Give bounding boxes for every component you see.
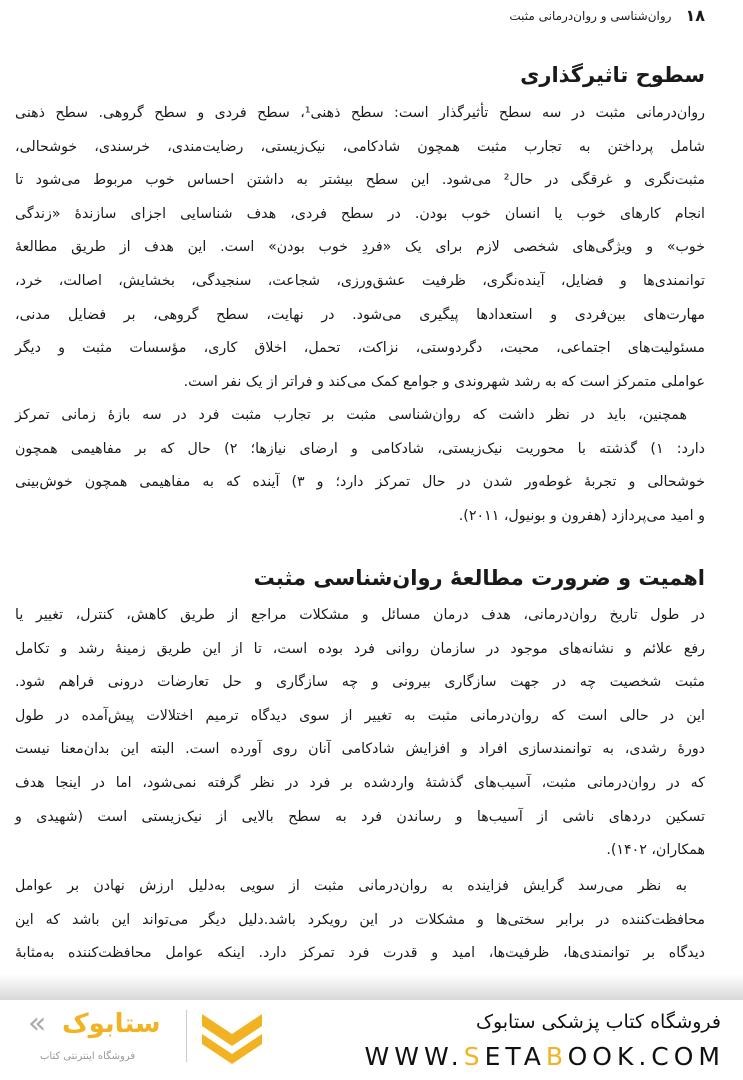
paragraph-line: عواملی متمرکز است که به رشد شهروندی و جوامع کمک می‌کند و فراتر از یک نفر است. xyxy=(183,373,705,390)
section-heading: اهمیت و ضرورت مطالعهٔ روان‌شناسی مثبت xyxy=(253,566,705,590)
page-number: ۱۸ xyxy=(685,6,705,25)
paragraph-line: همچنین، باید در نظر داشت که روان‌شناسی مثبت بر تجارب مثبت فرد در سه بازهٔ زمانی تمرکز xyxy=(15,407,687,423)
paragraph-line: که در روان‌درمانی مثبت، آسیب‌های گذشتهٔ واردشده بر فرد در نظر گرفته نمی‌شود، اما در اینجا هدف xyxy=(15,775,705,791)
paragraph-line: مثبت‌نگری و غرقگی در حال² می‌شود. این سطح بیشتر به داشتن احساس خوب مربوط می‌شود تا xyxy=(15,172,705,189)
shop-url[interactable]: WWW.SETABOOK.COM xyxy=(364,1042,725,1071)
shop-name: فروشگاه کتاب پزشکی ستابوک xyxy=(475,1011,721,1033)
paragraph-line: شامل پرداختن به تجارب مثبت همچون شادکامی، نیک‌زیستی، رضایت‌مندی، خرسندی، خوشحالی، xyxy=(15,138,705,155)
paragraph-line: همکاران، ۱۴۰۲). xyxy=(606,842,705,859)
paragraph-line: این در حالی است که روان‌درمانی مثبت به تغییر از سوی دیدگاه ترمیم اختلالات پیش‌آمده در طول xyxy=(15,707,705,724)
paragraph-line: تسکین دردهای ناشی از آسیب‌ها و رساندن فرد به سطح بالایی از نیک‌زیستی است (شهیدی و xyxy=(15,808,705,825)
logo-name: ستابوک xyxy=(62,1009,161,1039)
paragraph-line: دارد: ۱) گذشته با محوریت نیک‌زیستی، شادکامی و ارضای نیازها؛ ۲) حال که بر مفاهیمی همچون xyxy=(15,440,705,457)
paragraph-line: مسئولیت‌های اجتماعی، محبت، دگردوستی، نزاکت، تحمل، اخلاق کاری، مؤسسات مثبت و دیگر xyxy=(15,340,705,357)
section-heading: سطوح تاثیرگذاری xyxy=(520,63,705,87)
paragraph-line: محافظت‌کننده در برابر سختی‌ها و مشکلات در این رویکرد باشد.دلیل دیگر می‌تواند این باشد که این xyxy=(15,911,705,928)
paragraph-line: خوب» و ویژگی‌های شخصی لازم برای یک «فردِ خوب بودن» است. این هدف از طریق مطالعهٔ xyxy=(15,239,705,256)
paragraph-line: انجام کارهای خوب یا انسان خوب بودن. در سطح فردی، هدف شناسایی اجزای سازندهٔ «زندگی xyxy=(15,205,705,222)
paragraph-line: به نظر می‌رسد گرایش فزاینده به روان‌درمانی مثبت از سویی به‌دلیل ارزش نهادن بر عوامل xyxy=(15,878,687,894)
paragraph-line: دورهٔ رشدی، به توانمندسازی افراد و افزایش شادکامی آنان روی آورده است. البته این بدان‌معنا نیست xyxy=(15,741,705,758)
running-title: روان‌شناسی و روان‌درمانی مثبت xyxy=(509,8,672,23)
paragraph-line: و امید می‌پردازد (هفرون و بونیول، ۲۰۱۱). xyxy=(458,507,705,524)
footer-banner xyxy=(0,1000,743,1080)
paragraph-line: دیدگاه بر توانمندی‌ها، ظرفیت‌ها، امید و قدرت فرد تمرکز دارد. اینکه عوامل محافظت‌کننده به‌مثابهٔ xyxy=(15,945,705,962)
logo-chevrons-icon xyxy=(200,1010,264,1066)
paragraph-line: توانمندی‌ها و فضایل، آینده‌نگری، ظرفیت عشق‌ورزی، شجاعت، سنجیدگی، بخشایش، اصالت، خرد، xyxy=(15,273,705,289)
paragraph-line: در طول تاریخ روان‌درمانی، هدف درمان مسائل و مشکلات مراجع از طریق کاهش، کنترل، تغییر یا xyxy=(15,607,705,623)
logo-tagline: فروشگاه اینترنتی کتاب xyxy=(40,1051,136,1062)
logo-divider xyxy=(186,1010,187,1062)
paragraph-line: خوشحالی و تجربهٔ غوطه‌ور شدن در حال تمرکز دارد؛ و ۳) آینده که به مفاهیمی همچون خوش‌بینی xyxy=(15,474,705,491)
paragraph-line: مثبت شخصیت چه در جهت سازگاری بیرونی و چه سازگاری و حل تعارضات درونی فراهم شود. xyxy=(15,674,705,691)
paragraph-line: رفع علائم و نشانه‌های موجود در سازمان روانی فرد بوده است، تا از این طریق زمینهٔ رشد و تکامل xyxy=(15,640,705,657)
logo-chevron-icon: « xyxy=(28,1006,47,1041)
paragraph-line: روان‌درمانی مثبت در سه سطح تأثیرگذار است: سطح ذهنی¹، سطح فردی و سطح گروهی. سطح ذهنی xyxy=(15,105,705,121)
paragraph-line: مهارت‌های بین‌فردی و استعدادها پیگیری می‌شود. در نهایت، سطح گروهی، بر فضایل مدنی، xyxy=(15,306,705,323)
